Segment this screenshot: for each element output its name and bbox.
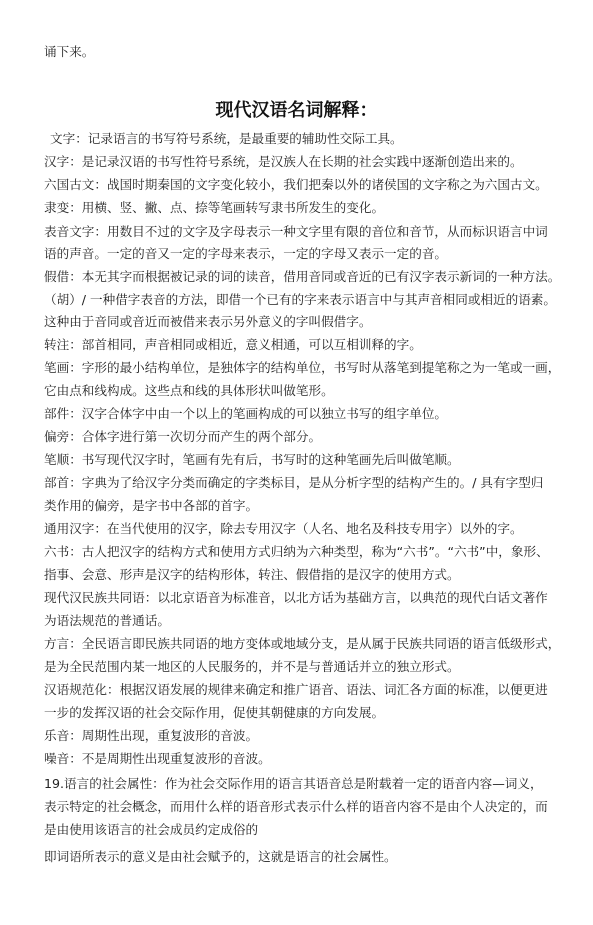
definition-line-1: 文字：记录语言的书写符号系统，是最重要的辅助性交际工具。	[50, 131, 403, 146]
definition-line-15: 笔顺：书写现代汉字时，笔画有先有后，书写时的这种笔画先后叫做笔顺。	[44, 452, 460, 467]
definition-line-20: 指事、会意、形声是汉字的结构形体，转注、假借指的是汉字的使用方式。	[44, 567, 460, 582]
definition-line-7: 假借：本无其字而根据被记录的词的读音，借用音同或音近的已有汉字表示新词的一种方法。	[44, 269, 561, 284]
definition-line-24: 是为全民范围内某一地区的人民服务的，并不是与普通话并立的独立形式。	[44, 659, 460, 674]
definition-line-30: 表示特定的社会概念，而用什么样的语音形式表示什么样的语音内容不是由个人决定的，而	[44, 799, 548, 814]
definition-line-9: 这种由于音同或音近而被借来表示另外意义的字叫假借字。	[44, 314, 372, 329]
definition-line-21: 现代汉民族共同语：以北京语音为标准音，以北方话为基础方言，以典范的现代白话文著作	[44, 590, 548, 605]
definition-line-13: 部件：汉字合体字中由一个以上的笔画构成的可以独立书写的组字单位。	[44, 406, 447, 421]
definition-line-3: 六国古文：战国时期秦国的文字变化较小，我们把秦以外的诸侯国的文字称之为六国古文。	[44, 177, 548, 192]
definition-line-16: 部首：字典为了给汉字分类而确定的字类标目，是从分析字型的结构产生的。/ 具有字型归	[44, 475, 544, 490]
definition-line-14: 偏旁：合体字进行第一次切分而产生的两个部分。	[44, 429, 322, 444]
definition-line-12: 它由点和线构成。这些点和线的具体形状叫做笔形。	[44, 383, 334, 398]
definition-line-25: 汉语规范化：根据汉语发展的规律来确定和推广语音、语法、词汇各方面的标准，以便更进	[44, 682, 548, 697]
definition-line-11: 笔画：字形的最小结构单位，是独体字的结构单位，书写时从落笔到提笔称之为一笔或一画，	[44, 360, 561, 375]
definition-line-6: 语的声音。一定的音又一定的字母来表示，一定的字母又表示一定的音。	[44, 246, 447, 261]
definition-line-22: 为语法规范的普通话。	[44, 613, 170, 628]
definition-line-2: 汉字：是记录汉语的书写性符号系统，是汉族人在长期的社会实践中逐渐创造出来的。	[44, 154, 523, 169]
definition-line-19: 六书：古人把汉字的结构方式和使用方式归纳为六种类型，称为“六书”。“六书”中，象形、	[44, 544, 549, 559]
definition-line-28: 噪音：不是周期性出现重复波形的音波。	[44, 751, 271, 766]
definition-line-29: 19.语言的社会属性：作为社会交际作用的语言其语音总是附载着一定的语音内容—词义，	[44, 776, 543, 791]
definition-line-4: 隶变：用横、竖、撇、点、捺等笔画转写隶书所发生的变化。	[44, 200, 385, 215]
definition-line-5: 表音文字：用数目不过的文字及字母表示一种文字里有限的音位和音节，从而标识语言中词	[44, 224, 548, 239]
definition-line-8: （胡）/ 一种借字表音的方法，即借一个已有的字来表示语言中与其声音相同或相近的语素。	[44, 292, 556, 307]
definition-line-26: 一步的发挥汉语的社会交际作用，促使其朝健康的方向发展。	[44, 705, 385, 720]
definition-line-32: 即词语所表示的意义是由社会赋予的，这就是语言的社会属性。	[44, 849, 397, 864]
page-title: 现代汉语名词解释：	[215, 100, 378, 121]
definition-line-23: 方言：全民语言即民族共同语的地方变体或地域分支，是从属于民族共同语的语言低级形式，	[44, 636, 561, 651]
top-fragment-text: 诵下来。	[44, 44, 95, 59]
definition-line-27: 乐音：周期性出现，重复波形的音波。	[44, 728, 259, 743]
definition-line-18: 通用汉字：在当代使用的汉字，除去专用汉字（人名、地名及科技专用字）以外的字。	[44, 521, 523, 536]
definition-line-31: 是由使用该语言的社会成员约定成俗的	[44, 822, 259, 837]
definition-line-17: 类作用的偏旁，是字书中各部的首字。	[44, 498, 259, 513]
definition-line-10: 转注：部首相同，声音相同或相近，意义相通，可以互相训释的字。	[44, 337, 422, 352]
